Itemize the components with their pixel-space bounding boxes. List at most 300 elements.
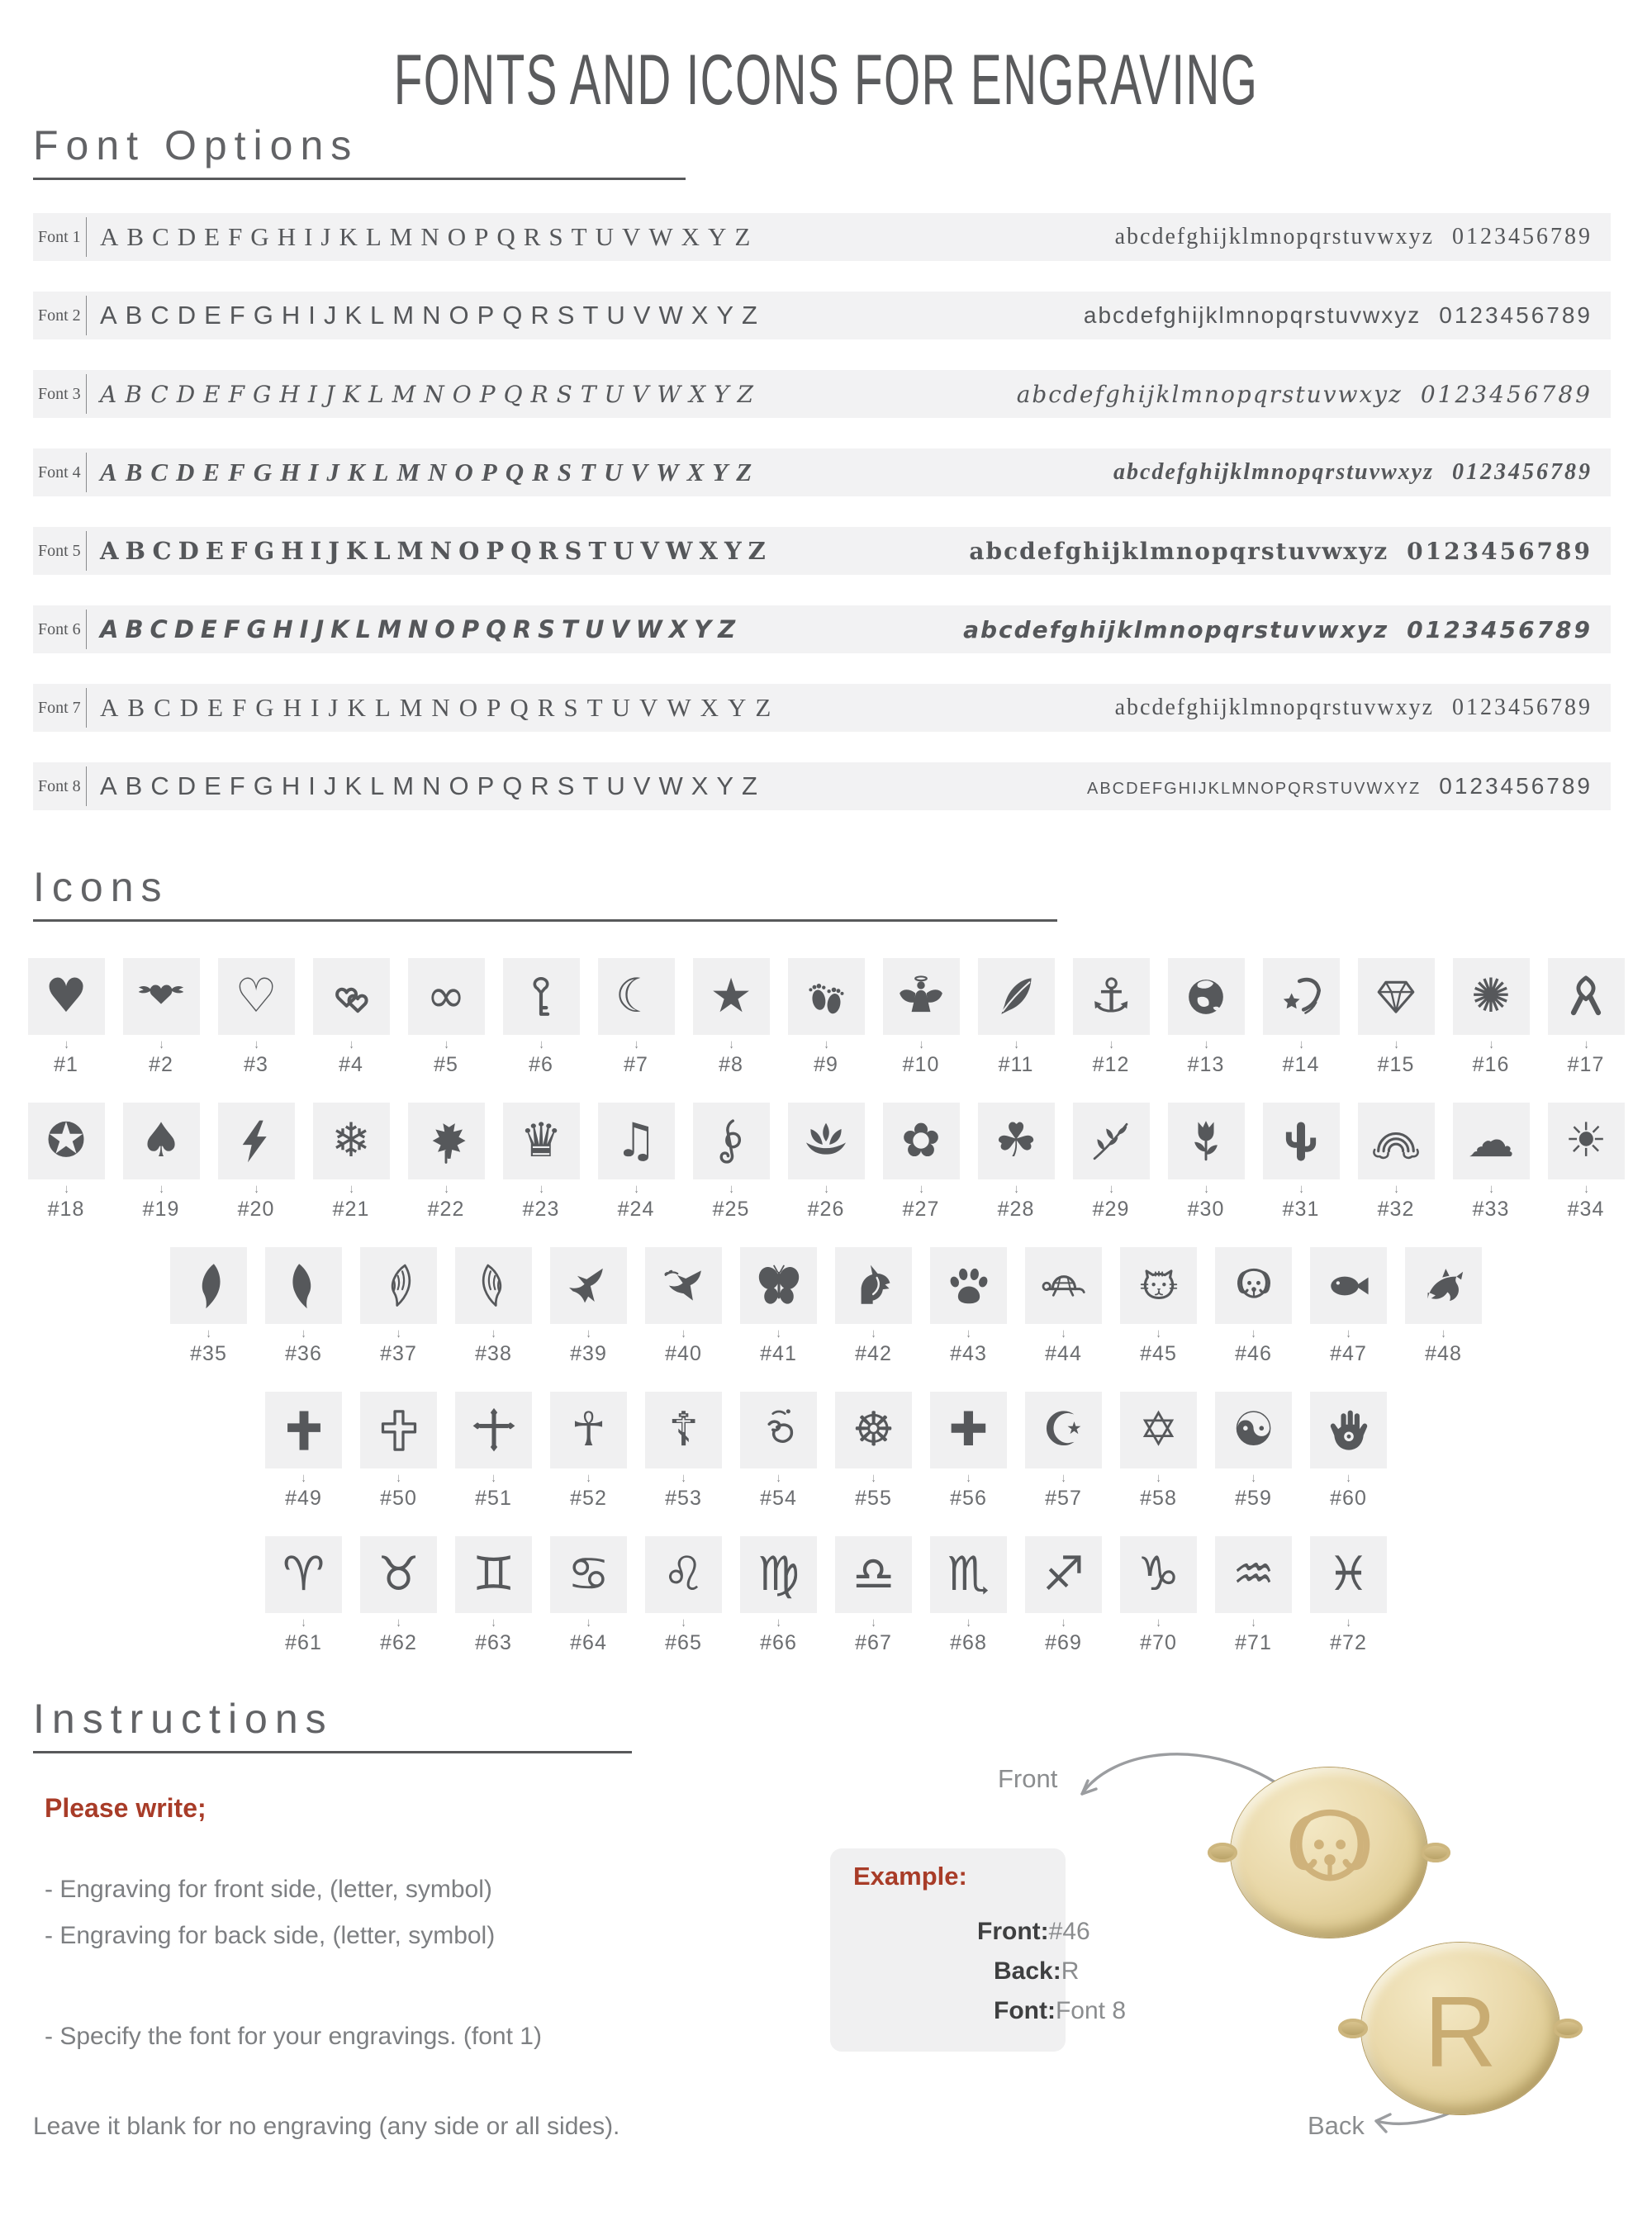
example-back-value: R <box>1061 1957 1080 1985</box>
icon-row <box>0 1103 1652 1222</box>
icon-cell <box>265 1392 342 1511</box>
icon-cell <box>408 958 485 1077</box>
zodiac-taurus-glyph: ♉ <box>377 1547 420 1601</box>
font-row-lowercase-sample: abcdefghijklmnopqrstuvwxyz <box>1083 302 1422 328</box>
font-row-lower-sample-group <box>963 616 1611 643</box>
icon-number-label: #13 <box>1187 1053 1225 1076</box>
icon-number-label: #22 <box>427 1198 465 1221</box>
crescent-and-star-glyph: ☪ <box>1042 1402 1085 1457</box>
font-row-digits-sample: 0123456789 <box>1452 695 1593 720</box>
divider <box>86 296 87 335</box>
font-row-digits-sample: 0123456789 <box>1420 380 1593 408</box>
icon-cell <box>1120 1247 1197 1366</box>
down-arrow-icon: ↓ <box>1583 1037 1588 1051</box>
icon-number-label: #47 <box>1330 1342 1367 1365</box>
down-arrow-icon: ↓ <box>396 1326 401 1340</box>
down-arrow-icon: ↓ <box>586 1616 591 1630</box>
icon-cell <box>788 958 865 1077</box>
font-row-uppercase-sample: ABCDEFGHIJKLMNOPQRSTUVWXYZ <box>100 537 772 565</box>
font-row-3 <box>33 370 1611 418</box>
zodiac-aquarius-icon <box>1215 1536 1292 1613</box>
icon-cell <box>978 958 1055 1077</box>
down-arrow-icon: ↓ <box>1346 1471 1351 1485</box>
crown-glyph: ♛ <box>520 1113 563 1168</box>
cross-solid-icon <box>265 1392 342 1468</box>
font-row-uppercase-sample: ABCDEFGHIJKLMNOPQRSTUVWXYZ <box>100 615 743 643</box>
clover-icon <box>978 1103 1055 1179</box>
down-arrow-icon: ↓ <box>824 1037 828 1051</box>
icon-number-label: #30 <box>1187 1198 1225 1221</box>
icon-number-label: #50 <box>380 1487 417 1510</box>
down-arrow-icon: ↓ <box>444 1037 449 1051</box>
double-hearts-icon <box>313 958 390 1035</box>
icon-number-label: #15 <box>1377 1053 1415 1076</box>
font-row-uppercase-sample: ABCDEFGHIJKLMNOPQRSTUVWXYZ <box>100 458 761 486</box>
icon-number-label: #43 <box>950 1342 987 1365</box>
down-arrow-icon: ↓ <box>1251 1616 1256 1630</box>
down-arrow-icon: ↓ <box>539 1182 544 1196</box>
connector-ring <box>1208 1843 1237 1862</box>
font-row-lower-sample-group <box>1115 224 1611 250</box>
font-row-7 <box>33 684 1611 732</box>
down-arrow-icon: ↓ <box>1156 1326 1161 1340</box>
down-arrow-icon: ↓ <box>1061 1326 1066 1340</box>
icons-underline <box>33 919 1057 922</box>
star-icon <box>693 958 770 1035</box>
icon-number-label: #54 <box>760 1487 797 1510</box>
cat-face-icon <box>1120 1247 1197 1324</box>
globe-icon <box>1168 958 1245 1035</box>
icon-number-label: #67 <box>855 1631 892 1654</box>
orthodox-cross-glyph: ☦ <box>667 1402 700 1457</box>
icon-cell <box>693 1103 770 1222</box>
icon-number-label: #1 <box>54 1053 78 1076</box>
icon-number-label: #9 <box>814 1053 838 1076</box>
down-arrow-icon: ↓ <box>1393 1037 1398 1051</box>
daisy-flower-icon <box>883 1103 960 1179</box>
down-arrow-icon: ↓ <box>681 1471 686 1485</box>
down-arrow-icon: ↓ <box>586 1471 591 1485</box>
icon-number-label: #31 <box>1282 1198 1320 1221</box>
down-arrow-icon: ↓ <box>396 1471 401 1485</box>
icon-cell <box>693 958 770 1077</box>
icon-cell <box>1358 1103 1435 1222</box>
icon-cell <box>550 1247 627 1366</box>
divider <box>86 531 87 571</box>
down-arrow-icon: ↓ <box>1346 1616 1351 1630</box>
icon-number-label: #4 <box>339 1053 363 1076</box>
sun-glyph: ☀ <box>1564 1113 1607 1168</box>
instructions-section <box>33 1695 826 2166</box>
icon-number-label: #69 <box>1045 1631 1082 1654</box>
font-row-lowercase-sample: abcdefghijklmnopqrstuvwxyz <box>1114 224 1434 249</box>
icon-number-label: #32 <box>1377 1198 1415 1221</box>
icon-cell <box>360 1536 437 1655</box>
icon-number-label: #39 <box>570 1342 607 1365</box>
icon-number-label: #48 <box>1425 1342 1462 1365</box>
icon-cell <box>835 1536 912 1655</box>
star-of-david-icon <box>1120 1392 1197 1468</box>
icon-cell <box>788 1103 865 1222</box>
icon-number-label: #11 <box>998 1053 1034 1076</box>
turtle-icon <box>1025 1247 1102 1324</box>
please-write-label: Please write; <box>45 1793 206 1823</box>
font-row-digits-sample: 0123456789 <box>1452 459 1593 485</box>
zodiac-aquarius-glyph: ♒ <box>1232 1547 1275 1601</box>
cross-budded-icon <box>455 1392 532 1468</box>
key-icon <box>503 958 580 1035</box>
icon-cell <box>1025 1392 1102 1511</box>
zodiac-cancer-glyph: ♋ <box>567 1547 610 1601</box>
icon-cell <box>265 1536 342 1655</box>
icon-cell <box>313 958 390 1077</box>
baby-footprints-icon <box>788 958 865 1035</box>
down-arrow-icon: ↓ <box>966 1471 971 1485</box>
icons-section <box>33 863 1652 922</box>
down-arrow-icon: ↓ <box>1488 1037 1493 1051</box>
icon-number-label: #28 <box>997 1198 1035 1221</box>
ship-wheel-glyph: ☸ <box>852 1402 895 1457</box>
dog-face-icon <box>1215 1247 1292 1324</box>
icon-number-label: #64 <box>570 1631 607 1654</box>
rainbow-icon <box>1358 1103 1435 1179</box>
icon-cell <box>408 1103 485 1222</box>
down-arrow-icon: ↓ <box>1203 1037 1208 1051</box>
icon-number-label: #38 <box>475 1342 512 1365</box>
down-arrow-icon: ↓ <box>1061 1471 1066 1485</box>
nautical-star-glyph: ✪ <box>46 1113 86 1168</box>
down-arrow-icon: ↓ <box>966 1326 971 1340</box>
olive-branch-icon <box>1073 1103 1150 1179</box>
snowflake-icon <box>313 1103 390 1179</box>
crescent-moon-glyph: ☾ <box>615 969 657 1023</box>
down-arrow-icon: ↓ <box>729 1037 733 1051</box>
zodiac-pisces-icon <box>1310 1536 1387 1613</box>
icon-cell <box>503 958 580 1077</box>
down-arrow-icon: ↓ <box>634 1037 638 1051</box>
down-arrow-icon: ↓ <box>634 1182 638 1196</box>
font-row-digits-sample: 0123456789 <box>1407 537 1593 565</box>
icons-heading: Icons <box>33 864 169 910</box>
icon-cell <box>550 1536 627 1655</box>
icon-number-label: #41 <box>760 1342 797 1365</box>
font-row-lowercase-sample: abcdefghijklmnopqrstuvwxyz <box>1113 459 1434 485</box>
icon-number-label: #35 <box>190 1342 227 1365</box>
icon-cell <box>360 1247 437 1366</box>
icon-cell <box>883 1103 960 1222</box>
down-arrow-icon: ↓ <box>966 1616 971 1630</box>
down-arrow-icon: ↓ <box>1251 1471 1256 1485</box>
lotus-icon <box>788 1103 865 1179</box>
zodiac-scorpio-icon <box>930 1536 1007 1613</box>
infinity-icon <box>408 958 485 1035</box>
star-glyph: ★ <box>710 969 752 1023</box>
icon-cell <box>1168 1103 1245 1222</box>
cross-outline-icon <box>360 1392 437 1468</box>
icon-number-label: #65 <box>665 1631 702 1654</box>
mandala-flower-icon <box>1453 958 1530 1035</box>
down-arrow-icon: ↓ <box>871 1326 876 1340</box>
icon-number-label: #18 <box>47 1198 85 1221</box>
down-arrow-icon: ↓ <box>1014 1037 1018 1051</box>
font-row-6 <box>33 605 1611 653</box>
down-arrow-icon: ↓ <box>159 1182 164 1196</box>
icon-cell <box>1453 958 1530 1077</box>
icon-number-label: #29 <box>1092 1198 1130 1221</box>
anchor-glyph: ⚓ <box>1089 969 1132 1023</box>
icon-cell <box>265 1247 342 1366</box>
divider <box>86 217 87 257</box>
down-arrow-icon: ↓ <box>64 1182 69 1196</box>
icon-cell <box>455 1392 532 1511</box>
icon-cell <box>1120 1392 1197 1511</box>
example-row-front <box>977 1918 1090 1946</box>
down-arrow-icon: ↓ <box>301 1616 306 1630</box>
clover-glyph: ☘ <box>995 1113 1037 1168</box>
font-options-heading: Font Options <box>33 122 359 168</box>
down-arrow-icon: ↓ <box>681 1616 686 1630</box>
cloud-glyph: ☁ <box>1467 1113 1515 1168</box>
zodiac-virgo-icon <box>740 1536 817 1613</box>
icon-cell <box>1073 1103 1150 1222</box>
icon-cell <box>740 1247 817 1366</box>
icon-cell <box>978 1103 1055 1222</box>
icon-number-label: #21 <box>332 1198 370 1221</box>
zodiac-taurus-icon <box>360 1536 437 1613</box>
icon-number-label: #55 <box>855 1487 892 1510</box>
example-font-label: Font: <box>994 1997 1056 2024</box>
icon-cell <box>28 1103 105 1222</box>
icon-cell <box>835 1247 912 1366</box>
icon-number-label: #26 <box>807 1198 845 1221</box>
down-arrow-icon: ↓ <box>491 1471 496 1485</box>
yin-yang-glyph: ☯ <box>1232 1402 1275 1457</box>
icon-cell <box>1263 958 1340 1077</box>
icon-number-label: #14 <box>1282 1053 1320 1076</box>
instructions-underline <box>33 1751 632 1753</box>
down-arrow-icon: ↓ <box>491 1616 496 1630</box>
example-front-value: #46 <box>1048 1918 1090 1945</box>
icon-number-label: #71 <box>1235 1631 1272 1654</box>
orthodox-cross-icon <box>645 1392 722 1468</box>
font-row-8 <box>33 762 1611 810</box>
cactus-icon <box>1263 1103 1340 1179</box>
pendant-back-coin <box>1361 1943 1559 2114</box>
sun-icon <box>1548 1103 1625 1179</box>
unicorn-icon <box>835 1247 912 1324</box>
down-arrow-icon: ↓ <box>1251 1326 1256 1340</box>
icon-rows <box>0 958 1652 1655</box>
down-arrow-icon: ↓ <box>1583 1182 1588 1196</box>
diamond-gem-icon <box>1358 958 1435 1035</box>
font-row-uppercase-sample: ABCDEFGHIJKLMNOPQRSTUVWXYZ <box>100 693 781 722</box>
icon-number-label: #44 <box>1045 1342 1082 1365</box>
bird-icon <box>550 1247 627 1324</box>
down-arrow-icon: ↓ <box>159 1037 164 1051</box>
down-arrow-icon: ↓ <box>871 1471 876 1485</box>
down-arrow-icon: ↓ <box>871 1616 876 1630</box>
font-row-lowercase-sample: abcdefghijklmnopqrstuvwxyz <box>1016 380 1403 408</box>
icon-number-label: #52 <box>570 1487 607 1510</box>
down-arrow-icon: ↓ <box>1014 1182 1018 1196</box>
infinity-glyph: ∞ <box>426 969 466 1023</box>
hamsa-hand-icon <box>1310 1392 1387 1468</box>
down-arrow-icon: ↓ <box>1108 1037 1113 1051</box>
nautical-star-icon <box>28 1103 105 1179</box>
font-row-uppercase-sample: ABCDEFGHIJKLMNOPQRSTUVWXYZ <box>100 771 766 800</box>
font-row-uppercase-sample: ABCDEFGHIJKLMNOPQRSTUVWXYZ <box>100 301 766 330</box>
icon-number-label: #56 <box>950 1487 987 1510</box>
down-arrow-icon: ↓ <box>206 1326 211 1340</box>
icon-cell <box>123 958 200 1077</box>
icon-cell <box>503 1103 580 1222</box>
page-title: FONTS AND ICONS FOR ENGRAVING <box>393 40 1259 120</box>
zodiac-virgo-glyph: ♍ <box>757 1547 800 1601</box>
icon-cell <box>645 1247 722 1366</box>
font-row-label: Font 4 <box>38 463 81 482</box>
crescent-moon-icon <box>598 958 675 1035</box>
down-arrow-icon: ↓ <box>919 1182 923 1196</box>
divider <box>86 610 87 649</box>
icon-cell <box>1120 1536 1197 1655</box>
mandala-flower-glyph: ✺ <box>1471 969 1511 1023</box>
down-arrow-icon: ↓ <box>1156 1471 1161 1485</box>
icon-number-label: #68 <box>950 1631 987 1654</box>
example-box <box>830 1848 1127 2052</box>
icon-cell <box>313 1103 390 1222</box>
example-row-font <box>994 1997 1126 2025</box>
zodiac-aries-icon <box>265 1536 342 1613</box>
icon-cell <box>170 1247 247 1366</box>
down-arrow-icon: ↓ <box>349 1182 354 1196</box>
cloud-icon <box>1453 1103 1530 1179</box>
font-row-digits-sample: 0123456789 <box>1407 615 1593 643</box>
zodiac-sagittarius-icon <box>1025 1536 1102 1613</box>
example-front-label: Front: <box>977 1918 1049 1945</box>
divider <box>86 766 87 806</box>
example-back-label: Back: <box>994 1957 1061 1985</box>
icon-cell <box>1025 1536 1102 1655</box>
icon-number-label: #2 <box>149 1053 173 1076</box>
snowflake-glyph: ❄ <box>331 1113 371 1168</box>
heart-outline-glyph: ♡ <box>235 969 278 1023</box>
icon-number-label: #19 <box>142 1198 180 1221</box>
down-arrow-icon: ↓ <box>729 1182 733 1196</box>
icon-cell <box>1263 1103 1340 1222</box>
icon-number-label: #23 <box>522 1198 560 1221</box>
font-row-5 <box>33 527 1611 575</box>
paw-print-icon <box>930 1247 1007 1324</box>
icon-number-label: #72 <box>1330 1631 1367 1654</box>
font-rows <box>0 213 1652 810</box>
spade-icon <box>123 1103 200 1179</box>
down-arrow-icon: ↓ <box>1346 1326 1351 1340</box>
icon-row <box>0 958 1652 1077</box>
icon-cell <box>645 1392 722 1511</box>
icon-number-label: #42 <box>855 1342 892 1365</box>
icon-cell <box>360 1392 437 1511</box>
icon-number-label: #3 <box>244 1053 268 1076</box>
icon-cell <box>1310 1247 1387 1366</box>
icon-number-label: #60 <box>1330 1487 1367 1510</box>
divider <box>86 374 87 414</box>
example-font-value: Font 8 <box>1055 1997 1127 2024</box>
icon-cell <box>123 1103 200 1222</box>
shooting-star-icon <box>1263 958 1340 1035</box>
icon-cell <box>930 1392 1007 1511</box>
font-row-lowercase-sample: abcdefghijklmnopqrstuvwxyz <box>1114 695 1434 720</box>
yin-yang-icon <box>1215 1392 1292 1468</box>
font-row-lowercase-sample: abcdefghijklmnopqrstuvwxyz <box>963 615 1389 643</box>
down-arrow-icon: ↓ <box>1108 1182 1113 1196</box>
down-arrow-icon: ↓ <box>1298 1182 1303 1196</box>
crown-icon <box>503 1103 580 1179</box>
icon-cell <box>28 958 105 1077</box>
greek-cross-glyph: ✚ <box>948 1402 989 1457</box>
tulip-icon <box>1168 1103 1245 1179</box>
butterfly-icon <box>740 1247 817 1324</box>
down-arrow-icon: ↓ <box>301 1471 306 1485</box>
anchor-icon <box>1073 958 1150 1035</box>
font-options-section <box>33 121 1652 180</box>
divider <box>86 453 87 492</box>
music-note-icon <box>598 1103 675 1179</box>
icon-number-label: #8 <box>719 1053 743 1076</box>
icon-number-label: #36 <box>285 1342 322 1365</box>
down-arrow-icon: ↓ <box>254 1037 259 1051</box>
pendant-back-label: Back <box>1308 2111 1365 2140</box>
fish-icon <box>1310 1247 1387 1324</box>
down-arrow-icon: ↓ <box>1061 1616 1066 1630</box>
heart-glyph: ♥ <box>45 969 88 1023</box>
down-arrow-icon: ↓ <box>681 1326 686 1340</box>
zodiac-aries-glyph: ♈ <box>282 1547 325 1601</box>
down-arrow-icon: ↓ <box>776 1326 781 1340</box>
font-row-lower-sample-group <box>1115 695 1611 721</box>
heart-icon <box>28 958 105 1035</box>
angel-wing-right-icon <box>265 1247 342 1324</box>
down-arrow-icon: ↓ <box>586 1326 591 1340</box>
icon-cell <box>930 1247 1007 1366</box>
down-arrow-icon: ↓ <box>824 1182 828 1196</box>
icon-cell <box>1025 1247 1102 1366</box>
down-arrow-icon: ↓ <box>919 1037 923 1051</box>
icon-cell <box>1073 958 1150 1077</box>
feather-icon <box>978 958 1055 1035</box>
down-arrow-icon: ↓ <box>444 1182 449 1196</box>
angel-wing-left-icon <box>170 1247 247 1324</box>
icon-number-label: #59 <box>1235 1487 1272 1510</box>
icon-number-label: #10 <box>902 1053 940 1076</box>
wing-outline-left-icon <box>360 1247 437 1324</box>
font-row-label: Font 3 <box>38 384 81 403</box>
icon-number-label: #37 <box>380 1342 417 1365</box>
icon-cell <box>455 1247 532 1366</box>
down-arrow-icon: ↓ <box>539 1037 544 1051</box>
bullet-back-side: - Engraving for back side, (letter, symbol) <box>45 1922 496 1949</box>
icon-cell <box>930 1536 1007 1655</box>
icon-cell <box>740 1536 817 1655</box>
connector-ring <box>1421 1843 1450 1862</box>
font-row-lower-sample-group <box>1084 302 1611 329</box>
icon-cell <box>598 1103 675 1222</box>
icon-number-label: #53 <box>665 1487 702 1510</box>
down-arrow-icon: ↓ <box>64 1037 69 1051</box>
down-arrow-icon: ↓ <box>1393 1182 1398 1196</box>
icon-cell <box>1215 1536 1292 1655</box>
pendant-front-label: Front <box>998 1764 1058 1793</box>
down-arrow-icon: ↓ <box>1298 1037 1303 1051</box>
